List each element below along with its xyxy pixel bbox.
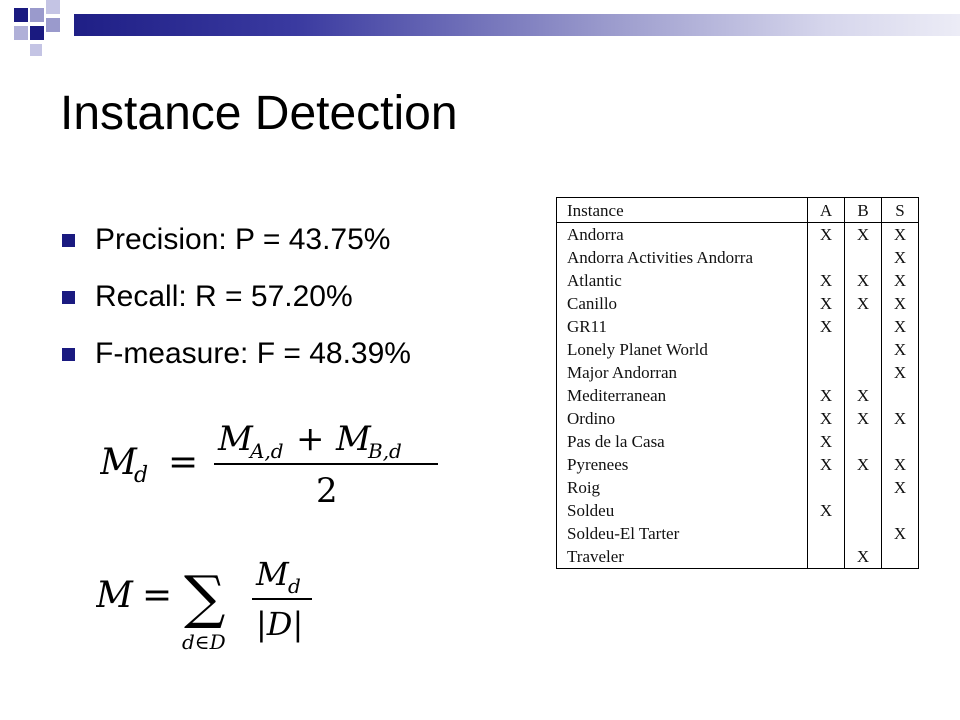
formula-md-denominator: 2 (316, 471, 338, 510)
mark-cell (845, 361, 882, 384)
slide-title: Instance Detection (60, 87, 458, 140)
table-row (557, 361, 919, 384)
column-header-s: S (882, 198, 919, 223)
instance-name-cell: Ordino (557, 407, 808, 430)
mark-cell (808, 545, 845, 569)
formula-m (96, 555, 356, 655)
mark-cell (845, 315, 882, 338)
column-header-instance: Instance (557, 198, 808, 223)
table-row (557, 223, 919, 247)
mark-cell (845, 499, 882, 522)
formula-md-num-b: M (336, 420, 371, 459)
instance-name-cell: Roig (557, 476, 808, 499)
table-row (557, 407, 919, 430)
formula-m-numer-sub: d (288, 574, 301, 598)
instance-name-cell: Canillo (557, 292, 808, 315)
mark-cell (808, 338, 845, 361)
mark-cell: X (808, 407, 845, 430)
mark-cell (845, 430, 882, 453)
mark-cell: X (845, 292, 882, 315)
table-row (557, 476, 919, 499)
mark-cell: X (845, 223, 882, 247)
decor-gradient-bar (74, 14, 960, 36)
bullet-precision (62, 222, 411, 258)
mark-cell: X (882, 315, 919, 338)
mark-cell: X (808, 292, 845, 315)
formula-md-num-a-sub: A,d (250, 439, 284, 463)
decor-square-light (30, 8, 44, 22)
mark-cell: X (808, 384, 845, 407)
formula-md-lhs-sub: d (134, 463, 149, 488)
mark-cell: X (808, 499, 845, 522)
bullet-text: Recall: R = 57.20% (95, 280, 353, 313)
instance-name-cell: Andorra (557, 223, 808, 247)
formula-m-sum-symbol: ∑ (184, 563, 226, 631)
instance-name-cell: Lonely Planet World (557, 338, 808, 361)
slide-header-decoration (0, 0, 960, 60)
bullet-text: F-measure: F = 48.39% (95, 337, 411, 370)
mark-cell (882, 384, 919, 407)
mark-cell (845, 522, 882, 545)
bullet-f-measure (62, 336, 411, 372)
formula-md (100, 420, 460, 510)
instance-name-cell: Major Andorran (557, 361, 808, 384)
bullet-square-icon (62, 348, 75, 361)
instance-name-cell: Pas de la Casa (557, 430, 808, 453)
table-header-row (557, 198, 919, 223)
instance-table-container (556, 197, 919, 569)
bullet-square-icon (62, 234, 75, 247)
decor-square-dark (14, 8, 28, 22)
instance-name-cell: Pyrenees (557, 453, 808, 476)
mark-cell: X (882, 246, 919, 269)
instance-name-cell: Atlantic (557, 269, 808, 292)
table-row (557, 499, 919, 522)
bullet-text: Precision: P = 43.75% (95, 223, 391, 256)
mark-cell: X (845, 269, 882, 292)
mark-cell: X (882, 223, 919, 247)
instance-name-cell: Soldeu-El Tarter (557, 522, 808, 545)
formula-m-equals: = (142, 575, 173, 616)
table-row (557, 522, 919, 545)
mark-cell: X (808, 269, 845, 292)
mark-cell: X (882, 522, 919, 545)
mark-cell (845, 246, 882, 269)
instance-name-cell: GR11 (557, 315, 808, 338)
mark-cell (808, 246, 845, 269)
formula-m-lhs: M (96, 575, 133, 616)
table-body (557, 223, 919, 569)
formula-md-equals: = (168, 442, 199, 483)
decor-square-light (30, 44, 42, 56)
mark-cell (845, 476, 882, 499)
formula-m-numer: M (256, 555, 289, 593)
mark-cell (845, 338, 882, 361)
table-row (557, 315, 919, 338)
table-row (557, 246, 919, 269)
table-row (557, 292, 919, 315)
mark-cell: X (882, 338, 919, 361)
formula-md-plus: + (296, 420, 325, 459)
instance-name-cell: Traveler (557, 545, 808, 569)
mark-cell: X (845, 453, 882, 476)
table-row (557, 338, 919, 361)
decor-square-light (46, 0, 60, 14)
column-header-b: B (845, 198, 882, 223)
mark-cell: X (845, 545, 882, 569)
mark-cell: X (882, 292, 919, 315)
formula-m-denom: |D| (256, 605, 304, 643)
mark-cell: X (882, 361, 919, 384)
column-header-a: A (808, 198, 845, 223)
decor-square-light (46, 18, 60, 32)
instance-name-cell: Soldeu (557, 499, 808, 522)
mark-cell (882, 499, 919, 522)
table-row (557, 545, 919, 569)
mark-cell (808, 361, 845, 384)
formula-md-num-a: M (218, 420, 253, 459)
mark-cell (882, 430, 919, 453)
mark-cell: X (882, 453, 919, 476)
mark-cell: X (882, 407, 919, 430)
mark-cell (882, 545, 919, 569)
table-row (557, 453, 919, 476)
bullet-recall (62, 279, 411, 315)
instance-name-cell: Mediterranean (557, 384, 808, 407)
mark-cell: X (845, 384, 882, 407)
table-row (557, 430, 919, 453)
mark-cell (808, 476, 845, 499)
bullet-square-icon (62, 291, 75, 304)
table-row (557, 384, 919, 407)
formula-m-sum-under: d∈D (182, 630, 226, 654)
mark-cell (808, 522, 845, 545)
table-row (557, 269, 919, 292)
mark-cell: X (882, 476, 919, 499)
bullet-list (62, 222, 411, 393)
instance-table (556, 197, 919, 569)
mark-cell: X (808, 223, 845, 247)
mark-cell: X (882, 269, 919, 292)
decor-square-light (14, 26, 28, 40)
mark-cell: X (808, 453, 845, 476)
instance-name-cell: Andorra Activities Andorra (557, 246, 808, 269)
formula-md-num-b-sub: B,d (368, 439, 402, 463)
mark-cell: X (808, 315, 845, 338)
mark-cell: X (808, 430, 845, 453)
mark-cell: X (845, 407, 882, 430)
decor-square-dark (30, 26, 44, 40)
formula-md-lhs: M (100, 442, 137, 483)
